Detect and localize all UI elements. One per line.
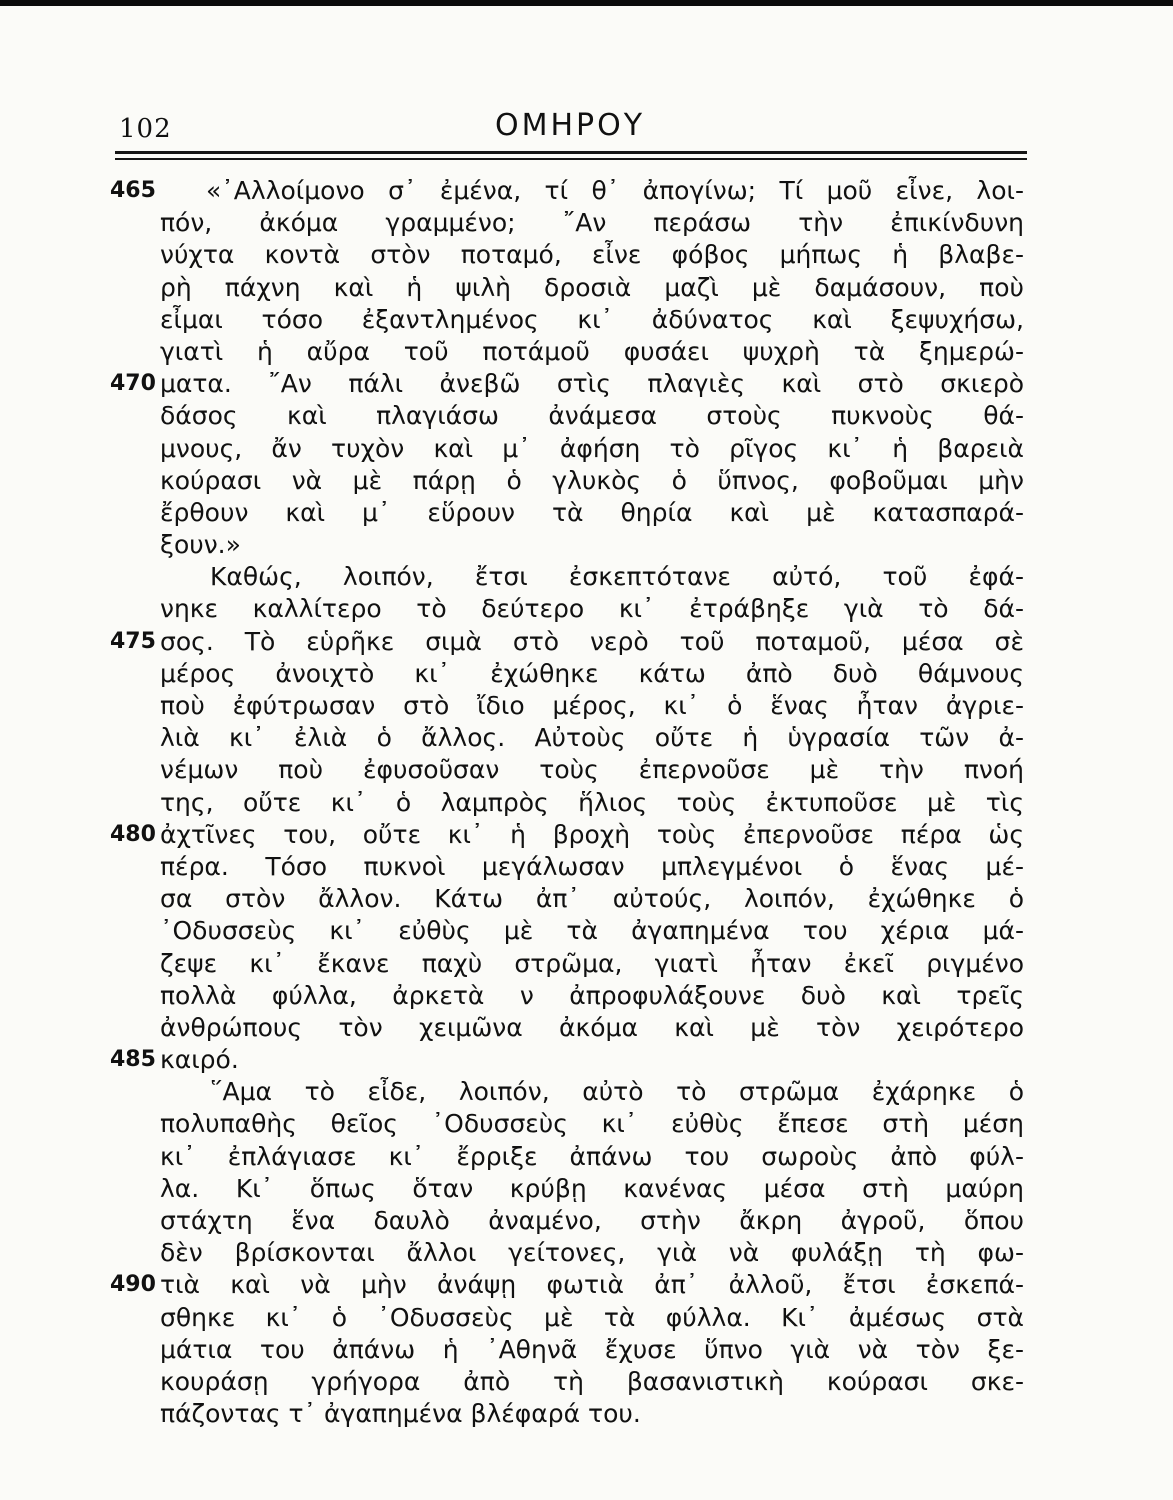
text-line — [110, 819, 1030, 851]
line-text: «᾿Αλλοίμονο σ᾿ ἐμένα, τί θ᾿ ἀπογίνω; Τί μοῦ εἶνε, λοι- — [206, 176, 1024, 205]
text-line — [110, 787, 1030, 819]
text-line — [110, 1237, 1030, 1269]
text-line — [110, 529, 1030, 561]
line-text: ζεψε κι᾿ ἔκανε παχὺ στρῶμα, γιατὶ ἦταν ἐκεῖ ριγμένο — [160, 948, 1024, 978]
line-text: ᾿Οδυσσεὺς κι᾿ εὐθὺς μὲ τὰ ἀγαπημένα του χέρια μά- — [160, 916, 1024, 946]
line-number: 490 — [110, 1272, 156, 1298]
text-line — [110, 658, 1030, 690]
text-line — [110, 690, 1030, 722]
text-line — [110, 175, 1030, 207]
line-text: λα. Κι᾿ ὅπως ὅταν κρύβῃ κανένας μέσα στὴ μαύρη — [160, 1173, 1024, 1203]
line-number: 480 — [110, 821, 156, 847]
verse-text-block — [110, 175, 1030, 1430]
line-text: λιὰ κι᾿ ἐλιὰ ὁ ἄλλος. Αὐτοὺς οὔτε ἡ ὑγρασία τῶν ἀ- — [160, 723, 1024, 753]
line-text: νύχτα κοντὰ στὸν ποταμό, εἶνε φόβος μήπως ἡ βλαβε- — [160, 240, 1024, 270]
text-line — [110, 465, 1030, 497]
text-line — [110, 1302, 1030, 1334]
text-line — [110, 239, 1030, 271]
text-line — [110, 433, 1030, 465]
text-line — [110, 497, 1030, 529]
line-text: κι᾿ ἐπλάγιασε κι᾿ ἔρριξε ἀπάνω του σωροὺς ἀπὸ φύλ- — [160, 1141, 1024, 1171]
line-number: 465 — [110, 178, 156, 203]
line-text: ἀνθρώπους τὸν χειμῶνα ἀκόμα καὶ μὲ τὸν χειρότερο — [160, 1012, 1024, 1042]
text-line — [110, 593, 1030, 625]
text-line — [110, 754, 1030, 786]
text-line — [110, 915, 1030, 947]
text-line — [110, 1398, 1030, 1430]
line-text: πολλὰ φύλλα, ἀρκετὰ ν ἀπροφυλάξουνε δυὸ καὶ τρεῖς — [160, 980, 1024, 1010]
line-number: 485 — [110, 1047, 156, 1073]
text-line — [110, 1012, 1030, 1044]
line-text: μάτια του ἀπάνω ἡ ᾿Αθηνᾶ ἔχυσε ὕπνο γιὰ νὰ τὸν ξε- — [160, 1334, 1024, 1364]
text-line — [110, 1044, 1030, 1076]
line-text: νηκε καλλίτερο τὸ δεύτερο κι᾿ ἐτράβηξε γιὰ τὸ δά- — [160, 594, 1024, 624]
page-header — [115, 104, 1025, 148]
running-head-title: ΟΜΗΡΟΥ — [494, 108, 646, 143]
scan-top-border — [0, 0, 1173, 6]
page-number: 102 — [119, 114, 172, 144]
line-text: τιὰ καὶ νὰ μὴν ἀνάψῃ φωτιὰ ἀπ᾿ ἀλλοῦ, ἔτσι ἐσκεπά- — [160, 1270, 1024, 1300]
line-text: σα στὸν ἄλλον. Κάτω ἀπ᾿ αὐτούς, λοιπόν, ἐχώθηκε ὁ — [160, 884, 1024, 914]
text-line — [110, 1173, 1030, 1205]
line-text: ποὺ ἐφύτρωσαν στὸ ἴδιο μέρος, κι᾿ ὁ ἕνας ἦταν ἀγριε- — [160, 691, 1024, 720]
line-text: Καθώς, λοιπόν, ἔτσι ἐσκεπτότανε αὐτό, τοῦ ἐφά- — [210, 562, 1024, 592]
line-number: 475 — [110, 628, 156, 654]
line-number: 470 — [110, 371, 156, 397]
line-text: σος. Τὸ εὑρῆκε σιμὰ στὸ νερὸ τοῦ ποταμοῦ, μέσα σὲ — [160, 626, 1024, 656]
text-line — [110, 304, 1030, 336]
line-text: ματα. ῎Αν πάλι ἀνεβῶ στὶς πλαγιὲς καὶ στὸ σκιερὸ — [160, 369, 1024, 399]
text-line — [110, 1076, 1030, 1108]
line-text: πάζοντας τ᾿ ἀγαπημένα βλέφαρά του. — [160, 1399, 641, 1429]
line-text: δάσος καὶ πλαγιάσω ἀνάμεσα στοὺς πυκνοὺς θά- — [160, 401, 1024, 431]
text-line — [110, 336, 1030, 368]
line-text: κουράσῃ γρήγορα ἀπὸ τὴ βασανιστικὴ κούρασι σκε- — [160, 1366, 1024, 1396]
line-text: της, οὔτε κι᾿ ὁ λαμπρὸς ἥλιος τοὺς ἐκτυποῦσε μὲ τὶς — [160, 787, 1024, 817]
header-rule-thick — [115, 151, 1027, 154]
line-text: κούρασι νὰ μὲ πάρῃ ὁ γλυκὸς ὁ ὕπνος, φοβοῦμαι μὴν — [160, 465, 1024, 495]
line-text: πόν, ἀκόμα γραμμένο; ῎Αν περάσω τὴν ἐπικίνδυνη — [160, 208, 1024, 238]
text-line — [110, 400, 1030, 432]
line-text: σθηκε κι᾿ ὁ ᾿Οδυσσεὺς μὲ τὰ φύλλα. Κι᾿ ἀμέσως στὰ — [160, 1302, 1024, 1332]
line-text: πέρα. Τόσο πυκνοὶ μεγάλωσαν μπλεγμένοι ὁ ἕνας μέ- — [160, 851, 1024, 881]
line-text: εἶμαι τόσο ἐξαντλημένος κι᾿ ἀδύνατος καὶ ξεψυχήσω, — [160, 304, 1024, 334]
line-text: ρὴ πάχνη καὶ ἡ ψιλὴ δροσιὰ μαζὶ μὲ δαμάσουν, ποὺ — [160, 272, 1024, 302]
line-text: πολυπαθὴς θεῖος ᾿Οδυσσεὺς κι᾿ εὐθὺς ἔπεσε στὴ μέση — [160, 1109, 1024, 1139]
line-text: μέρος ἀνοιχτὸ κι᾿ ἐχώθηκε κάτω ἀπὸ δυὸ θάμνους — [160, 658, 1024, 688]
text-line — [110, 1108, 1030, 1140]
line-text: ἔρθουν καὶ μ᾿ εὕρουν τὰ θηρία καὶ μὲ κατασπαρά- — [160, 497, 1024, 527]
text-line — [110, 1205, 1030, 1237]
line-text: γιατὶ ἡ αὔρα τοῦ ποτάμοῦ φυσάει ψυχρὴ τὰ ξημερώ- — [160, 336, 1024, 366]
text-line — [110, 980, 1030, 1012]
text-line — [110, 1334, 1030, 1366]
text-line — [110, 722, 1030, 754]
line-text: ῞Αμα τὸ εἶδε, λοιπόν, αὐτὸ τὸ στρῶμα ἐχάρηκε ὁ — [210, 1077, 1024, 1107]
text-line — [110, 948, 1030, 980]
line-text: μνους, ἄν τυχὸν καὶ μ᾿ ἀφήση τὸ ρῖγος κι᾿ ἡ βαρειὰ — [160, 433, 1024, 463]
header-rule-thin — [115, 158, 1027, 160]
text-line — [110, 851, 1030, 883]
text-line — [110, 207, 1030, 239]
line-text: δὲν βρίσκονται ἄλλοι γείτονες, γιὰ νὰ φυλάξῃ τὴ φω- — [160, 1238, 1024, 1268]
text-line — [110, 626, 1030, 658]
line-text: ξουν.» — [160, 530, 241, 560]
line-text: καιρό. — [160, 1045, 239, 1075]
line-text: στάχτη ἕνα δαυλὸ ἀναμένο, στὴν ἄκρη ἀγροῦ, ὅπου — [160, 1206, 1024, 1235]
line-text: ἀχτῖνες του, οὔτε κι᾿ ἡ βροχὴ τοὺς ἐπερνοῦσε πέρα ὡς — [160, 819, 1024, 849]
line-text: νέμων ποὺ ἐφυσοῦσαν τοὺς ἐπερνοῦσε μὲ τὴν πνοή — [160, 755, 1024, 785]
text-line — [110, 272, 1030, 304]
text-line — [110, 883, 1030, 915]
text-line — [110, 561, 1030, 593]
text-line — [110, 1269, 1030, 1301]
text-line — [110, 1366, 1030, 1398]
text-line — [110, 368, 1030, 400]
text-line — [110, 1141, 1030, 1173]
